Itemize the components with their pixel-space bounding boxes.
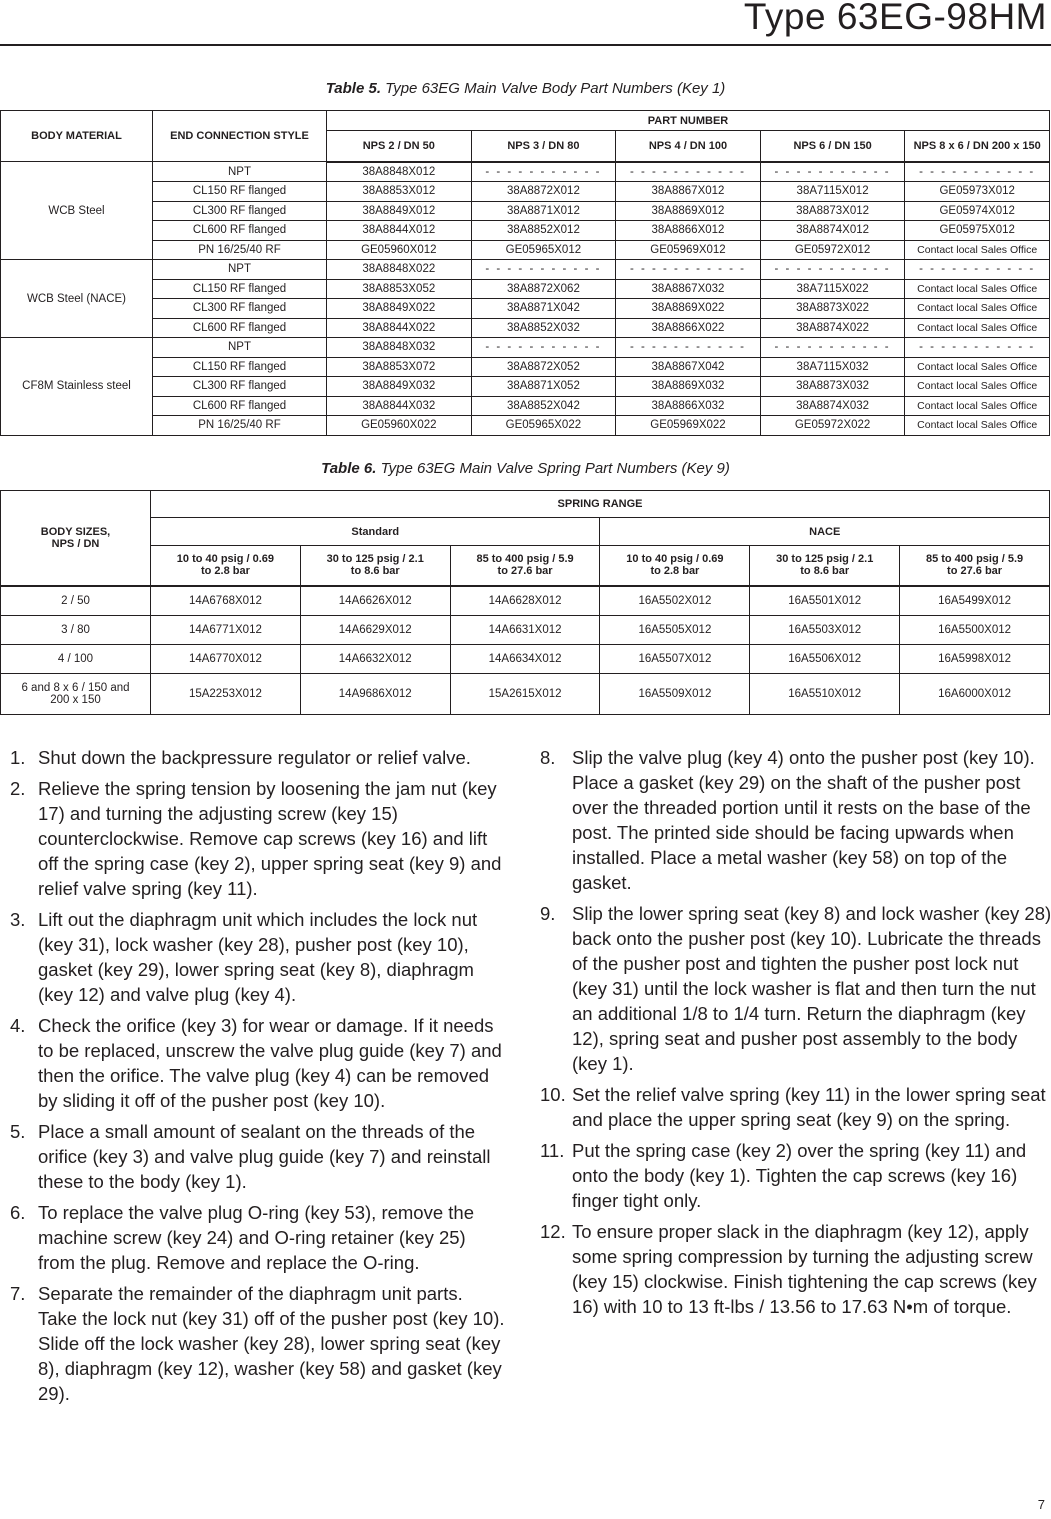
table6-caption-label: Table 6. [321, 460, 377, 477]
part-number-cell: Contact local Sales Office [905, 357, 1050, 377]
body-part-numbers-table [0, 110, 1050, 436]
part-number-cell: 38A8849X012 [327, 201, 472, 221]
part-number-cell: 38A8844X032 [327, 396, 472, 416]
document-title: Type 63EG-98HM [743, 0, 1047, 37]
part-number-cell: Contact local Sales Office [905, 377, 1050, 397]
part-number-cell: GE05972X012 [760, 240, 905, 260]
step-number: 1. [10, 747, 26, 768]
spring-part-number-cell: 16A5509X012 [600, 673, 750, 714]
part-number-cell: 38A8874X032 [760, 396, 905, 416]
table5-caption-text: Type 63EG Main Valve Body Part Numbers (Key 1) [381, 80, 726, 97]
part-number-cell: GE05972X022 [760, 416, 905, 436]
end-connection-cell: CL300 RF flanged [153, 299, 327, 319]
procedure-steps-left [10, 745, 506, 1412]
body-material-cell: CF8M Stainless steel [1, 338, 153, 436]
end-connection-cell: CL600 RF flanged [153, 396, 327, 416]
part-number-cell: - - - - - - - - - - - [471, 162, 616, 182]
spring-part-number-cell: 15A2615X012 [450, 673, 600, 714]
step-text: To replace the valve plug O-ring (key 53), remove the machine screw (key 24) and O-ring retainer (key 25) from the plug. Remove and replace the O-ring. [38, 1202, 474, 1273]
part-number-cell: 38A7115X022 [760, 279, 905, 299]
body-material-cell: WCB Steel [1, 162, 153, 260]
part-number-cell: - - - - - - - - - - - [616, 260, 761, 280]
spring-part-number-cell: 16A5506X012 [750, 644, 900, 673]
header-end-connection: END CONNECTION STYLE [153, 111, 327, 162]
header-spring-range-value: 30 to 125 psig / 2.1 to 8.6 bar [750, 546, 900, 586]
spring-part-number-cell: 14A6770X012 [151, 644, 301, 673]
step-number: 4. [10, 1015, 26, 1036]
table5-caption [0, 80, 1051, 97]
end-connection-cell: CL600 RF flanged [153, 221, 327, 241]
part-number-cell: 38A8848X022 [327, 260, 472, 280]
header-spring-range-value: 85 to 400 psig / 5.9 to 27.6 bar [450, 546, 600, 586]
step-number: 5. [10, 1121, 26, 1142]
spring-part-number-cell: 16A5505X012 [600, 615, 750, 644]
end-connection-cell: NPT [153, 162, 327, 182]
part-number-cell: - - - - - - - - - - - [616, 162, 761, 182]
step-number: 3. [10, 909, 26, 930]
part-number-cell: 38A8872X062 [471, 279, 616, 299]
part-number-cell: - - - - - - - - - - - [616, 338, 761, 358]
step-text: Slip the valve plug (key 4) onto the pusher post (key 10). Place a gasket (key 29) on the shaft of the pusher post over the threaded portion until it rests on the base of the post. The printed side should be facing upwards when installed. Place a metal washer (key 58) on top of the gasket. [572, 747, 1035, 893]
header-part-number: PART NUMBER [327, 111, 1050, 131]
table-row [1, 201, 1050, 221]
spring-part-number-cell: 14A6771X012 [151, 615, 301, 644]
header-size: NPS 2 / DN 50 [327, 131, 472, 162]
step-number: 7. [10, 1283, 26, 1304]
procedure-step [540, 1138, 1051, 1213]
step-number: 10. [540, 1084, 566, 1105]
body-size-cell: 2 / 50 [1, 586, 151, 616]
part-number-cell: 38A7115X012 [760, 182, 905, 202]
part-number-cell: 38A8852X042 [471, 396, 616, 416]
part-number-cell: 38A8852X012 [471, 221, 616, 241]
spring-part-numbers-table [0, 490, 1050, 715]
spring-part-number-cell: 14A6634X012 [450, 644, 600, 673]
part-number-cell: GE05965X012 [471, 240, 616, 260]
part-number-cell: 38A8848X032 [327, 338, 472, 358]
body-size-cell: 6 and 8 x 6 / 150 and 200 x 150 [1, 673, 151, 714]
spring-part-number-cell: 16A5510X012 [750, 673, 900, 714]
step-text: Slip the lower spring seat (key 8) and lock washer (key 28) back onto the pusher post (key 10). Lubricate the threads of the pusher post and tighten the pusher post lock nut (key 31) until the lock washer is flat and then turn the nut an additional 1/8 to 1/4 turn. Return the diaphragm (key 12), spring seat and pusher post assembly to the body (key 1). [572, 903, 1051, 1074]
end-connection-cell: CL300 RF flanged [153, 201, 327, 221]
table5-caption-label: Table 5. [325, 80, 381, 97]
end-connection-cell: NPT [153, 260, 327, 280]
part-number-cell: 38A8873X022 [760, 299, 905, 319]
step-number: 9. [540, 903, 556, 924]
part-number-cell: 38A8871X052 [471, 377, 616, 397]
procedure-step [540, 1082, 1051, 1132]
part-number-cell: Contact local Sales Office [905, 416, 1050, 436]
spring-part-number-cell: 15A2253X012 [151, 673, 301, 714]
procedure-step [540, 901, 1051, 1076]
spring-part-number-cell: 14A6631X012 [450, 615, 600, 644]
table-row [1, 396, 1050, 416]
step-number: 11. [540, 1140, 565, 1161]
procedure-steps-right [540, 745, 1051, 1325]
part-number-cell: 38A8874X022 [760, 318, 905, 338]
header-rule [0, 44, 1051, 46]
end-connection-cell: CL600 RF flanged [153, 318, 327, 338]
part-number-cell: GE05973X012 [905, 182, 1050, 202]
part-number-cell: Contact local Sales Office [905, 299, 1050, 319]
table-row [1, 615, 1050, 644]
step-text: To ensure proper slack in the diaphragm (key 12), apply some spring compression by turning the adjusting screw (key 15) clockwise. Finish tightening the cap screws (key 16) with 10 to 13 ft-lbs / 13.56 to 17.63 N•m of torque. [572, 1221, 1037, 1317]
header-nace: NACE [600, 518, 1050, 546]
part-number-cell: 38A8852X032 [471, 318, 616, 338]
procedure-step [10, 1119, 506, 1194]
part-number-cell: Contact local Sales Office [905, 240, 1050, 260]
table-row [1, 644, 1050, 673]
part-number-cell: - - - - - - - - - - - [905, 162, 1050, 182]
part-number-cell: GE05960X022 [327, 416, 472, 436]
part-number-cell: 38A8853X072 [327, 357, 472, 377]
part-number-cell: GE05975X012 [905, 221, 1050, 241]
step-number: 8. [540, 747, 556, 768]
procedure-step [540, 1219, 1051, 1319]
header-size: NPS 3 / DN 80 [471, 131, 616, 162]
header-standard: Standard [151, 518, 600, 546]
header-size: NPS 4 / DN 100 [616, 131, 761, 162]
body-material-cell: WCB Steel (NACE) [1, 260, 153, 338]
end-connection-cell: CL150 RF flanged [153, 279, 327, 299]
table-row [1, 318, 1050, 338]
part-number-cell: 38A8869X032 [616, 377, 761, 397]
step-text: Lift out the diaphragm unit which includes the lock nut (key 31), lock washer (key 28), pusher post (key 10), gasket (key 29), lower spring seat (key 8), diaphragm (key 12) and valve plug (key 4). [38, 909, 478, 1005]
part-number-cell: 38A8853X052 [327, 279, 472, 299]
step-text: Place a small amount of sealant on the threads of the orifice (key 3) and valve plug guide (key 7) and reinstall these to the body (key 1). [38, 1121, 491, 1192]
procedure-step [540, 745, 1051, 895]
header-spring-range-value: 30 to 125 psig / 2.1 to 8.6 bar [300, 546, 450, 586]
part-number-cell: - - - - - - - - - - - [471, 260, 616, 280]
part-number-cell: 38A8866X032 [616, 396, 761, 416]
procedure-step [10, 1013, 506, 1113]
step-number: 6. [10, 1202, 26, 1223]
spring-part-number-cell: 14A6768X012 [151, 586, 301, 616]
table-row [1, 299, 1050, 319]
step-text: Relieve the spring tension by loosening the jam nut (key 17) and turning the adjusting screw (key 15) counterclockwise. Remove cap screws (key 16) and lift off the spring case (key 2), upper spring seat (key 9) and relief valve spring (key 11). [38, 778, 502, 899]
part-number-cell: 38A8869X022 [616, 299, 761, 319]
header-body-material: BODY MATERIAL [1, 111, 153, 162]
end-connection-cell: PN 16/25/40 RF [153, 240, 327, 260]
procedure-step [10, 776, 506, 901]
part-number-cell: GE05965X022 [471, 416, 616, 436]
part-number-cell: - - - - - - - - - - - [760, 260, 905, 280]
table-row [1, 338, 1050, 358]
header-body-sizes: BODY SIZES, NPS / DN [1, 491, 151, 586]
part-number-cell: Contact local Sales Office [905, 318, 1050, 338]
table-row [1, 221, 1050, 241]
part-number-cell: GE05960X012 [327, 240, 472, 260]
step-text: Shut down the backpressure regulator or relief valve. [38, 747, 471, 768]
table-row [1, 260, 1050, 280]
procedure-step [10, 745, 506, 770]
part-number-cell: GE05969X022 [616, 416, 761, 436]
part-number-cell: 38A8867X032 [616, 279, 761, 299]
part-number-cell: 38A7115X032 [760, 357, 905, 377]
spring-part-number-cell: 14A6628X012 [450, 586, 600, 616]
body-size-cell: 4 / 100 [1, 644, 151, 673]
spring-part-number-cell: 16A5499X012 [900, 586, 1050, 616]
table-row [1, 162, 1050, 182]
part-number-cell: 38A8873X032 [760, 377, 905, 397]
procedure-step [10, 907, 506, 1007]
procedure-step [10, 1200, 506, 1275]
step-text: Separate the remainder of the diaphragm unit parts. Take the lock nut (key 31) off of the pusher post (key 10). Slide off the lock washer (key 28), lower spring seat (key 8), diaphragm (key 12), washer (key 58) and gasket (key 29). [38, 1283, 505, 1404]
table-row [1, 240, 1050, 260]
part-number-cell: 38A8853X012 [327, 182, 472, 202]
spring-part-number-cell: 16A5507X012 [600, 644, 750, 673]
step-text: Set the relief valve spring (key 11) in the lower spring seat and place the upper spring seat (key 9) on the spring. [572, 1084, 1046, 1130]
part-number-cell: 38A8867X042 [616, 357, 761, 377]
part-number-cell: 38A8872X012 [471, 182, 616, 202]
header-size: NPS 6 / DN 150 [760, 131, 905, 162]
table-row [1, 377, 1050, 397]
header-spring-range-value: 85 to 400 psig / 5.9 to 27.6 bar [900, 546, 1050, 586]
part-number-cell: 38A8872X052 [471, 357, 616, 377]
table-row [1, 586, 1050, 616]
end-connection-cell: CL150 RF flanged [153, 357, 327, 377]
part-number-cell: 38A8848X012 [327, 162, 472, 182]
step-number: 12. [540, 1221, 566, 1242]
spring-part-number-cell: 14A6632X012 [300, 644, 450, 673]
part-number-cell: - - - - - - - - - - - [905, 260, 1050, 280]
part-number-cell: GE05974X012 [905, 201, 1050, 221]
part-number-cell: 38A8849X032 [327, 377, 472, 397]
part-number-cell: 38A8869X012 [616, 201, 761, 221]
table-row [1, 357, 1050, 377]
spring-part-number-cell: 14A6629X012 [300, 615, 450, 644]
part-number-cell: 38A8844X022 [327, 318, 472, 338]
part-number-cell: Contact local Sales Office [905, 279, 1050, 299]
part-number-cell: - - - - - - - - - - - [760, 162, 905, 182]
part-number-cell: 38A8874X012 [760, 221, 905, 241]
body-size-cell: 3 / 80 [1, 615, 151, 644]
part-number-cell: 38A8849X022 [327, 299, 472, 319]
step-text: Check the orifice (key 3) for wear or damage. If it needs to be replaced, unscrew the valve plug guide (key 7) and then the orifice. The valve plug (key 4) can be removed by sliding it off of the pusher post (key 10). [38, 1015, 502, 1111]
spring-part-number-cell: 16A5502X012 [600, 586, 750, 616]
header-spring-range: SPRING RANGE [151, 491, 1050, 518]
part-number-cell: 38A8844X012 [327, 221, 472, 241]
spring-part-number-cell: 14A6626X012 [300, 586, 450, 616]
part-number-cell: GE05969X012 [616, 240, 761, 260]
spring-part-number-cell: 16A5500X012 [900, 615, 1050, 644]
part-number-cell: 38A8866X022 [616, 318, 761, 338]
end-connection-cell: CL150 RF flanged [153, 182, 327, 202]
spring-part-number-cell: 16A5501X012 [750, 586, 900, 616]
part-number-cell: - - - - - - - - - - - [760, 338, 905, 358]
header-spring-range-value: 10 to 40 psig / 0.69 to 2.8 bar [600, 546, 750, 586]
table-row [1, 673, 1050, 714]
part-number-cell: 38A8867X012 [616, 182, 761, 202]
spring-part-number-cell: 16A5503X012 [750, 615, 900, 644]
spring-part-number-cell: 16A6000X012 [900, 673, 1050, 714]
part-number-cell: 38A8866X012 [616, 221, 761, 241]
table6-caption-text: Type 63EG Main Valve Spring Part Numbers (Key 9) [376, 460, 730, 477]
part-number-cell: - - - - - - - - - - - [905, 338, 1050, 358]
step-number: 2. [10, 778, 26, 799]
header-size: NPS 8 x 6 / DN 200 x 150 [905, 131, 1050, 162]
part-number-cell: Contact local Sales Office [905, 396, 1050, 416]
part-number-cell: 38A8871X012 [471, 201, 616, 221]
end-connection-cell: PN 16/25/40 RF [153, 416, 327, 436]
table-row [1, 182, 1050, 202]
procedure-step [10, 1281, 506, 1406]
table6-caption [0, 460, 1051, 477]
table-row [1, 416, 1050, 436]
page-number: 7 [1037, 1497, 1045, 1512]
end-connection-cell: CL300 RF flanged [153, 377, 327, 397]
part-number-cell: 38A8873X012 [760, 201, 905, 221]
spring-part-number-cell: 14A9686X012 [300, 673, 450, 714]
part-number-cell: - - - - - - - - - - - [471, 338, 616, 358]
spring-part-number-cell: 16A5998X012 [900, 644, 1050, 673]
end-connection-cell: NPT [153, 338, 327, 358]
header-spring-range-value: 10 to 40 psig / 0.69 to 2.8 bar [151, 546, 301, 586]
step-text: Put the spring case (key 2) over the spring (key 11) and onto the body (key 1). Tighten the cap screws (key 16) finger tight only. [572, 1140, 1027, 1211]
table-row [1, 279, 1050, 299]
part-number-cell: 38A8871X042 [471, 299, 616, 319]
